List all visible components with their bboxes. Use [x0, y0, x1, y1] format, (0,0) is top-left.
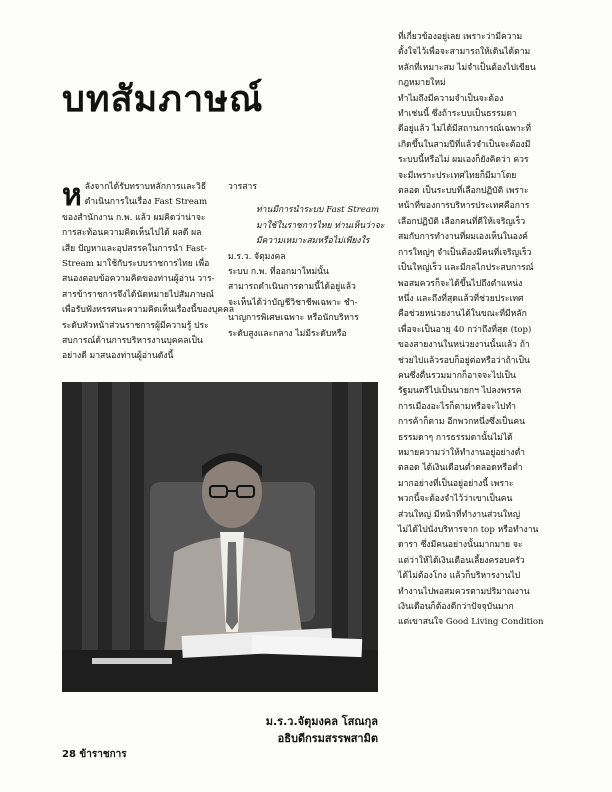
text-line: Stream มาใช้กับระบบราชการไทย เพื่อ — [62, 259, 210, 270]
text-line: อย่างดี มาสนองท่านผู้อ่านดังนี้ — [62, 351, 174, 362]
answer-text — [228, 265, 378, 342]
text-line: เพื่อจะเป็นอายุ 40 กว่าถึงที่สุด (top) — [398, 324, 532, 335]
text-line: พวกนี้จะต้องจำไว้ว่าเขาเป็นคน — [398, 494, 513, 505]
left-column — [62, 178, 235, 365]
question-line: มาใช้ในราชการไทย ท่านเห็นว่าจะ — [256, 220, 385, 231]
text-line: เกิดขึ้นในสามปีที่แล้วจำเป็นจะต้องมี — [398, 139, 531, 150]
text-line: เสีย ปัญหาและอุปสรรคในการนำ Fast- — [62, 243, 207, 254]
answer-line: สามารถดำเนินการตามนี้ได้อยู่แล้ว — [228, 282, 356, 293]
text-line: ช่วยไปแล้วรอบก็อยู่ต่อหรือว่าถ้าเป็น — [398, 355, 530, 366]
text-line: จะมีเพราะประเทศไทยก็มีมาโดย — [398, 170, 517, 181]
interviewer-label — [228, 180, 378, 195]
text-line: ที่เกี่ยวข้องอยู่เลย เพราะว่ามีความ — [398, 32, 523, 42]
text-line: ทำงานไปพอสมควรตามปริมาณงาน — [398, 586, 530, 597]
photo-caption — [248, 713, 378, 747]
text-line: การค้าก็ตาม อีกพวกหนึ่งซึ่งเป็นคน — [398, 417, 525, 428]
text-line: คือช่วยหน่วยงานได้ในขณะที่มีหลัก — [398, 309, 527, 320]
text-line: ไม่ได้ไปนั่งบริหารจาก top หรือทำงาน — [398, 525, 539, 535]
text-line: สนองตอบข้อความคิดของท่านผู้อ่าน วาร- — [62, 274, 215, 285]
text-line: ของสายงานในหน่วยงานนั้นแล้ว ถ้า — [398, 340, 530, 351]
text-line: ทำเช่นนี้ ซึ่งถ้าระบบเป็นธรรมดา — [398, 109, 517, 120]
caption-position: อธิบดีกรมสรรพสามิต — [277, 732, 378, 745]
text-line: การเมืองอะไรก็ตามหรือจะไปทำ — [398, 401, 516, 412]
left-column-text — [62, 180, 235, 365]
text-line: คนซึ่งตื่นรวมมากก็อาจจะไปเป็น — [398, 370, 516, 381]
article-title: บทสัมภาษณ์ — [62, 79, 264, 120]
text-line: วารสาร — [228, 182, 257, 192]
text-line: เงินเดือนก็ต้องดีกว่าปัจจุบันมาก — [398, 602, 514, 613]
text-line: แต่เขาสนใจ Good Living Condition — [398, 617, 544, 628]
page-footer — [62, 747, 127, 762]
right-column-text — [398, 30, 546, 631]
text-line: ดารา ซึ่งมีคนอย่างนั้นมากมาย จะ — [398, 540, 523, 551]
caption-name: ม.ร.ว.จัตุมงคล โสณกุล — [265, 715, 378, 728]
photo-illustration — [62, 382, 378, 692]
text-line: ตั้งใจไว้เพื่อจะสามารถให้เดินได้ตาม — [398, 47, 531, 58]
text-line: ส่วนใหญ่ มีหน้าที่ทำงานส่วนใหญ่ — [398, 509, 521, 520]
right-column — [398, 30, 546, 631]
text-line: สบการณ์ด้านการบริหารงานบุคคลเป็น — [62, 336, 203, 347]
text-line: แต่ว่าให้ได้เงินเดือนเลี้ยงครอบครัว — [398, 555, 525, 566]
text-line: สารข้าราชการจึงได้นัดหมายไปสัมภาษณ์ — [62, 289, 214, 300]
text-line: ดำเนินการในเรื่อง Fast Stream — [84, 197, 208, 208]
interviewee-photo — [62, 382, 378, 692]
answer-line: ระดับสูงและกลาง ไม่มีระดับหรือ — [228, 328, 347, 339]
text-line: พอสมควรก็จะได้ขึ้นไปถึงตำแหน่ง — [398, 278, 523, 289]
middle-column — [228, 180, 385, 342]
text-line: ระดับหัวหน้าส่วนราชการผู้มีความรู้ ประ — [62, 320, 209, 331]
text-line: เลือกปฏิบัติ เลือกคนที่ดีให้เจริญเร็ว — [398, 216, 526, 227]
text-line: ทำไมถึงมีความจำเป็นจะต้อง — [398, 93, 504, 104]
text-line: ตลอด เป็นระบบที่เลือกปฏิบัติ เพราะ — [398, 186, 529, 197]
text-line: หลักที่เหมาะสม ไม่จำเป็นต้องไปเขียน — [398, 62, 536, 73]
text-line: มากอย่างที่เป็นอยู่อย่างนี้ เพราะ — [398, 478, 514, 489]
text-line: การสะท้อนความคิดเห็นไปได้ ผลดี ผล — [62, 228, 202, 239]
text-line: รัฐมนตรีไปเป็นนายกฯ ไปลงพรรค — [398, 386, 522, 397]
speaker-name: ม.ร.ว. จัตุมงคล — [228, 251, 286, 262]
text-line: ระบบนี้หรือไม่ ผมเองก็ยังคิดว่า ควร — [398, 155, 529, 166]
dropcap: ห — [62, 178, 82, 213]
text-line: สมกับการทำงานที่ผมเองเห็นในองค์ — [398, 232, 528, 243]
question-text — [228, 203, 385, 249]
question-line: ท่านมีการนำระบบ Fast Stream — [256, 205, 380, 216]
text-line: ลังจากได้รับทราบหลักการและวิธี — [84, 182, 207, 192]
text-line: หน้าที่ของการบริหารประเทศคือการ — [398, 201, 530, 212]
text-line: ของสำนักงาน ก.พ. แล้ว ผมคิดว่าน่าจะ — [62, 212, 206, 223]
text-line: เพื่อรับฟังทรรศนะความคิดเห็นเรื่องนี้ของบุคคล — [62, 305, 235, 316]
answer-line: จะเห็นได้ว่าบัญชีวิชาชีพเฉพาะ ชำ- — [228, 297, 358, 308]
page-number: 28 — [62, 749, 76, 760]
text-line: หนึ่ง และถึงที่สุดแล้วที่ช่วยประเทศ — [398, 293, 524, 304]
question-line: มีความเหมาะสมหรือไม่เพียงใร — [256, 236, 370, 247]
text-line: การใหญ่ๆ จำเป็นต้องมีคนที่เจริญเร็ว — [398, 247, 532, 258]
text-line: กฎหมายใหม่ — [398, 78, 446, 89]
answer-line: นาญการพิเศษเฉพาะ หรือนักบริหาร — [228, 313, 359, 324]
text-line: ตลอด ได้เงินเดือนต่ำตลอดหรือต่ำ — [398, 463, 523, 474]
text-line: ธรรมดาๆ การธรรมดานั้นไม่ได้ — [398, 432, 513, 443]
magazine-name: ข้าราชการ — [79, 749, 127, 760]
text-line: ดีอยู่แล้ว ไม่ได้มีสถานการณ์เฉพาะที่ — [398, 124, 532, 135]
text-line: หมายความว่าให้ทำงานอยู่อย่างต่ำ — [398, 447, 525, 458]
text-line: เป็นใหญ่เร็ว และมีกลไกประสบการณ์ — [398, 263, 534, 274]
text-line: ได้ไม่ต้องโกง แล้วก็บริหารงานไป — [398, 571, 521, 582]
answer-line: ระบบ ก.พ. ที่ออกมาใหม่นั้น — [228, 267, 329, 278]
